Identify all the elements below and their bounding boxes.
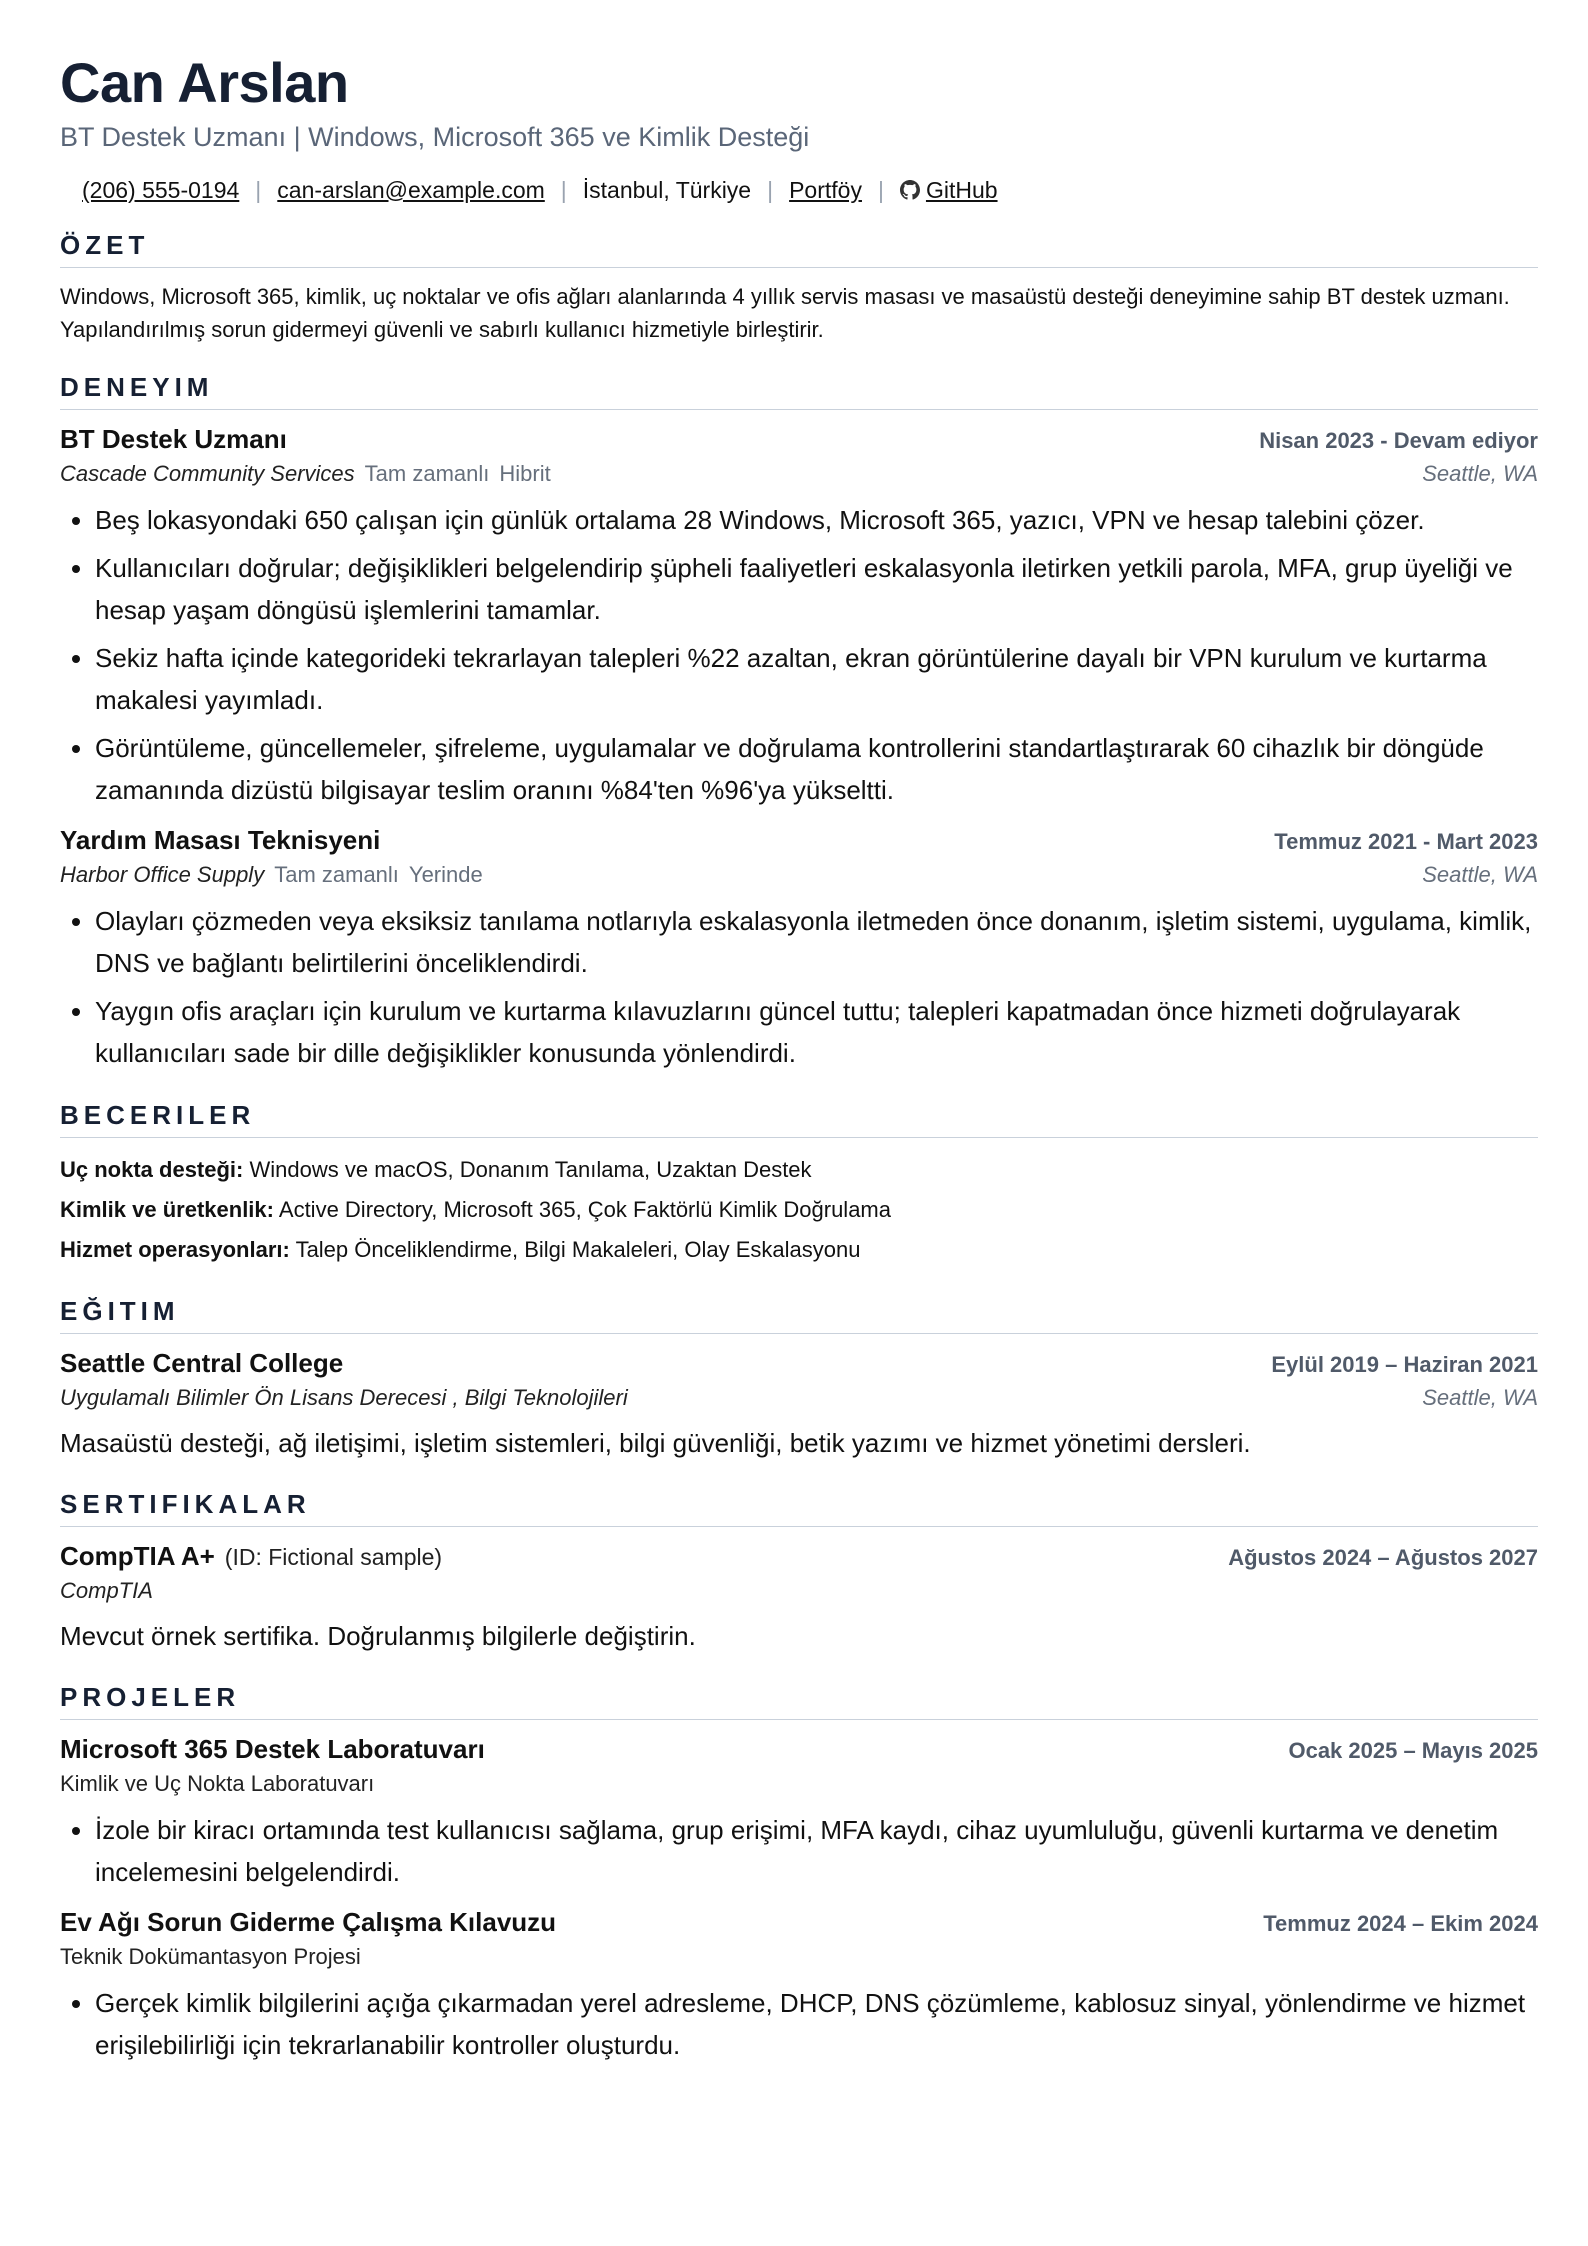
bullet-item: • Sekiz hafta içinde kategorideki tekrarlayan talepleri %22 azaltan, ekran görüntülerine dayalı bir VPN kurulum ve kurtarma makalesi yayımladı.: [95, 637, 1538, 721]
education-entry: [60, 1348, 1538, 1463]
skill-value: Active Directory, Microsoft 365, Çok Faktörlü Kimlik Doğrulama: [278, 1196, 891, 1222]
education-description: Masaüstü desteği, ağ iletişimi, işletim sistemleri, bilgi güvenliği, betik yazımı ve hizmet yönetimi dersleri.: [60, 1427, 1251, 1458]
bullet-item: • Kullanıcıları doğrular; değişiklikleri belgelendirip şüpheli faaliyetleri eskalasyonla iletirken yetkili parola, MFA, grup üyeliği ve hesap yaşam döngüsü işlemlerini tamamlar.: [95, 547, 1538, 631]
skill-value: Windows ve macOS, Donanım Tanılama, Uzaktan Destek: [249, 1156, 812, 1182]
job-date: Temmuz 2021 - Mart 2023: [1274, 828, 1538, 854]
separator: |: [255, 176, 262, 203]
bullet-item: • Beş lokasyondaki 650 çalışan için günlük ortalama 28 Windows, Microsoft 365, yazıcı, VPN ve hesap talebini çözer.: [95, 499, 1538, 541]
section-title-education: EĞITIM: [60, 1296, 1538, 1334]
degree: Uygulamalı Bilimler Ön Lisans Derecesi , Bilgi Teknolojileri: [60, 1384, 628, 1410]
project-date: Temmuz 2024 – Ekim 2024: [1263, 1910, 1538, 1936]
skill-label: Kimlik ve üretkenlik:: [60, 1196, 274, 1222]
certification-name: CompTIA A+: [60, 1540, 215, 1571]
bullet-list: [60, 1809, 1538, 1893]
github-icon: [900, 180, 920, 200]
section-title-experience: DENEYIM: [60, 372, 1538, 410]
candidate-name: Can Arslan: [60, 51, 349, 114]
github-link[interactable]: GitHub: [925, 176, 998, 203]
certification-entry: [60, 1541, 1538, 1656]
job-title: Yardım Masası Teknisyeni: [60, 824, 381, 855]
employment-type: Tam zamanlı: [274, 861, 399, 887]
project-name: Microsoft 365 Destek Laboratuvarı: [60, 1733, 485, 1764]
contact-bar: [60, 177, 1538, 204]
education-date: Eylül 2019 – Haziran 2021: [1271, 1351, 1538, 1377]
phone-link[interactable]: (206) 555-0194: [82, 176, 240, 203]
separator: |: [877, 176, 884, 203]
job-date: Nisan 2023 - Devam ediyor: [1259, 427, 1538, 453]
section-title-skills: BECERILER: [60, 1100, 1538, 1138]
certification-issuer: CompTIA: [60, 1577, 153, 1603]
project-entry: [60, 1907, 1538, 2066]
location-text: İstanbul, Türkiye: [582, 176, 752, 203]
skill-value: Talep Önceliklendirme, Bilgi Makaleleri, Olay Eskalasyonu: [295, 1236, 861, 1262]
headline: BT Destek Uzmanı | Windows, Microsoft 365 ve Kimlik Desteği: [60, 121, 810, 152]
bullet-item: • Olayları çözmeden veya eksiksiz tanılama notlarıyla eskalasyonla iletmeden önce donanım, işletim sistemi, uygulama, kimlik, DNS ve bağlantı belirtilerini önceliklendirdi.: [95, 900, 1538, 984]
project-subtitle: Kimlik ve Uç Nokta Laboratuvarı: [60, 1770, 375, 1796]
skill-line: [60, 1230, 1538, 1270]
certification-description: Mevcut örnek sertifika. Doğrulanmış bilgilerle değiştirin.: [60, 1620, 696, 1651]
job-title: BT Destek Uzmanı: [60, 423, 287, 454]
work-mode: Hibrit: [499, 460, 551, 486]
employment-type: Tam zamanlı: [364, 460, 490, 486]
education-location: Seattle, WA: [1422, 1384, 1538, 1410]
certification-date: Ağustos 2024 – Ağustos 2027: [1228, 1544, 1538, 1570]
email-link[interactable]: can-arslan@example.com: [277, 176, 545, 203]
section-title-projects: PROJELER: [60, 1682, 1538, 1720]
bullet-item: • Gerçek kimlik bilgilerini açığa çıkarmadan yerel adresleme, DHCP, DNS çözümleme, kablosuz sinyal, yönlendirme ve hizmet erişilebilirliği için tekrarlanabilir kontroller oluşturdu.: [95, 1982, 1538, 2066]
separator: |: [560, 176, 567, 203]
work-mode: Yerinde: [408, 861, 483, 887]
separator: |: [767, 176, 774, 203]
bullet-list: [60, 499, 1538, 811]
school-name: Seattle Central College: [60, 1347, 344, 1378]
experience-entry: [60, 825, 1538, 1074]
company-name: Cascade Community Services: [60, 460, 355, 486]
resume-page: [60, 52, 1538, 2072]
job-location: Seattle, WA: [1422, 861, 1538, 887]
company-name: Harbor Office Supply: [60, 861, 265, 887]
summary-text: Windows, Microsoft 365, kimlik, uç noktalar ve ofis ağları alanlarında 4 yıllık servis masası ve masaüstü desteği deneyimine sahip BT destek uzmanı. Yapılandırılmış sorun gidermeyi güvenli ve sabırlı kullanıcı hizmetiyle birleştirir.: [60, 283, 1510, 342]
skill-line: [60, 1190, 1538, 1230]
bullet-list: [60, 900, 1538, 1074]
project-entry: [60, 1734, 1538, 1893]
skill-label: Hizmet operasyonları:: [60, 1236, 290, 1262]
skill-line: [60, 1150, 1538, 1190]
section-title-certifications: SERTIFIKALAR: [60, 1489, 1538, 1527]
experience-entry: [60, 424, 1538, 811]
portfolio-link[interactable]: Portföy: [789, 176, 862, 203]
certification-id: (ID: Fictional sample): [224, 1543, 443, 1570]
bullet-item: • Görüntüleme, güncellemeler, şifreleme, uygulamalar ve doğrulama kontrollerini standartlaştırarak 60 cihazlık bir döngüde zamanında dizüstü bilgisayar teslim oranını %84'ten %96'ya yükseltti.: [95, 727, 1538, 811]
project-subtitle: Teknik Dokümantasyon Projesi: [60, 1943, 361, 1969]
job-location: Seattle, WA: [1422, 460, 1538, 486]
section-title-summary: ÖZET: [60, 230, 1538, 268]
bullet-item: • İzole bir kiracı ortamında test kullanıcısı sağlama, grup erişimi, MFA kaydı, cihaz uyumluluğu, güvenli kurtarma ve denetim incelemesini belgelendirdi.: [95, 1809, 1538, 1893]
bullet-item: • Yaygın ofis araçları için kurulum ve kurtarma kılavuzlarını güncel tuttu; talepleri kapatmadan önce hizmeti doğrulayarak kullanıcıları sade bir dille değişiklikler konusunda yönlendirdi.: [95, 990, 1538, 1074]
project-name: Ev Ağı Sorun Giderme Çalışma Kılavuzu: [60, 1906, 557, 1937]
project-date: Ocak 2025 – Mayıs 2025: [1288, 1737, 1538, 1763]
skill-label: Uç nokta desteği:: [60, 1156, 244, 1182]
bullet-list: [60, 1982, 1538, 2066]
